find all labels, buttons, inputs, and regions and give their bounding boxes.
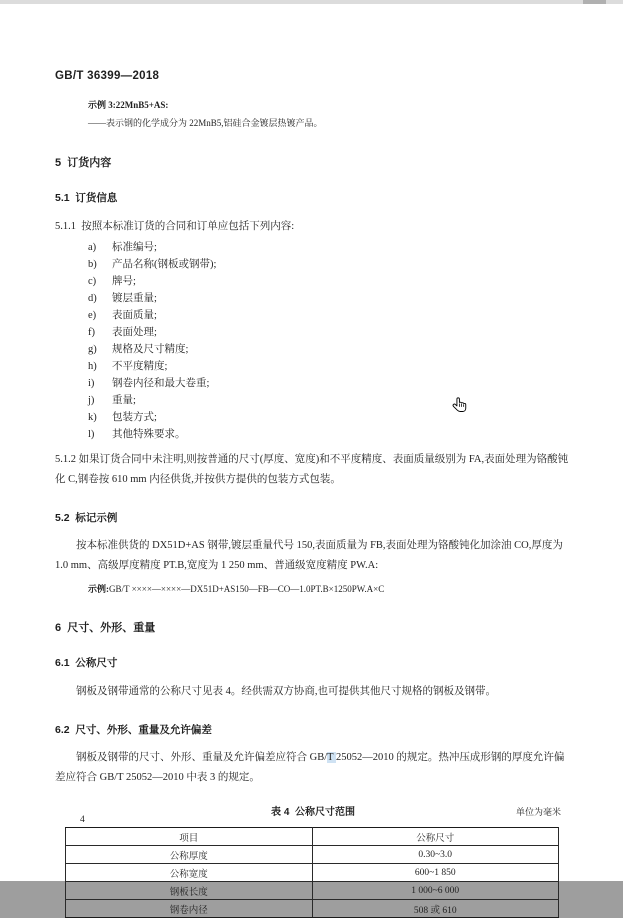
list-item [88,239,571,256]
table-cell-value: 1 000~6 000 [312,882,559,900]
list-item-text: 钢卷内径和最大卷重; [112,378,210,389]
table-row [66,864,559,882]
clause-5-2-paragraph: 按本标准供货的 DX51D+AS 钢带,镀层重量代号 150,表面质量为 FB,表面处理为铬酸钝化加涂油 CO,厚度为 1.0 mm、高级厚度精度 PT.B,宽度为 1 250 mm、普通级宽度精度 PW.A: [55,540,563,571]
clause-5-1-2: 5.1.2 如果订货合同中未注明,则按普通的尺寸(厚度、宽度)和不平度精度、表面质量级别为 FA,表面处理为铬酸钝化 C,钢卷按 610 mm 内径供货,并按供方提供的包装方式包装。 [55,454,569,485]
list-item [88,341,571,358]
list-item-text: 包装方式; [112,412,157,423]
list-item [88,256,571,273]
list-item [88,273,571,290]
list-item-letter: c) [88,276,97,287]
list-item-text: 其他特殊要求。 [112,429,186,440]
list-item [88,409,571,426]
list-item [88,392,571,409]
standard-number-header: GB/T 36399—2018 [55,70,160,82]
heading-6: 6 尺寸、外形、重量 [55,622,156,634]
table-row [66,900,559,918]
list-item-text: 产品名称(钢板或钢带); [112,259,217,270]
heading-6-1: 6.1 公称尺寸 [55,657,118,669]
list-item-letter: k) [88,412,97,423]
table-header-item: 项目 [66,828,313,846]
table-4-caption-row [55,803,571,819]
table-cell-value: 600~1 850 [312,864,559,882]
list-item-text: 不平度精度; [112,361,168,372]
example-code: GB/T ××××—××××—DX51D+AS150—FB—CO—1.0PT.B×1250PW.A×C [109,584,385,594]
viewer-top-strip [0,0,623,4]
list-item [88,307,571,324]
example-3-label: 示例 3:22MnB5+AS: [88,100,169,110]
list-item [88,375,571,392]
list-item-letter: h) [88,361,97,372]
table-cell-value: 0.30~3.0 [312,846,559,864]
list-item-letter: g) [88,344,97,355]
table-header-row [66,828,559,846]
heading-6-2: 6.2 尺寸、外形、重量及允许偏差 [55,724,212,736]
table-header-nominal-size: 公称尺寸 [312,828,559,846]
list-item-letter: j) [88,395,95,406]
table-4-unit-note: 单位为毫米 [515,807,561,817]
list-item [88,324,571,341]
list-item-text: 表面处理; [112,327,157,338]
list-item-letter: i) [88,378,95,389]
order-content-list [55,239,571,443]
clause-6-1-paragraph: 钢板及钢带通常的公称尺寸见表 4。经供需双方协商,也可提供其他尺寸规格的钢板及钢带。 [76,686,496,697]
list-item-text: 规格及尺寸精度; [112,344,189,355]
list-item [88,358,571,375]
table-cell-item: 钢板长度 [66,882,313,900]
list-item-text: 标准编号; [112,242,157,253]
table-4-nominal-size-range [65,827,559,918]
example-3-description: ——表示钢的化学成分为 22MnB5,铝硅合金镀层热镀产品。 [88,118,323,128]
table-row [66,846,559,864]
list-item-text: 镀层重量; [112,293,157,304]
example-3-block [88,96,571,132]
list-item-letter: d) [88,293,97,304]
table-row [66,882,559,900]
page-content [55,70,571,918]
text-selection-highlight: T [327,752,336,763]
table-cell-item: 钢卷内径 [66,900,313,918]
list-item-text: 表面质量; [112,310,157,321]
clause-6-2-text-before: 钢板及钢带的尺寸、外形、重量及允许偏差应符合 GB/ [76,752,328,763]
list-item-letter: l) [88,429,95,440]
heading-5-1: 5.1 订货信息 [55,192,118,204]
marking-example-line [88,581,571,597]
table-4-caption: 表 4 公称尺寸范围 [271,807,355,818]
list-item [88,426,571,443]
list-item-letter: f) [88,327,95,338]
table-cell-item: 公称宽度 [66,864,313,882]
list-item-letter: e) [88,310,97,321]
table-cell-item: 公称厚度 [66,846,313,864]
list-item-letter: b) [88,259,97,270]
list-item-letter: a) [88,242,97,253]
list-item [88,290,571,307]
clause-5-1-1: 5.1.1 按照本标准订货的合同和订单应包括下列内容: [55,221,295,232]
clause-6-2-text-after: 25052—2010 的规定。热冲压成形钢的厚度允许偏差应符合 GB/T 25052—2010 中表 3 的规定。 [55,752,565,783]
scrollbar-thumb[interactable] [583,0,606,4]
heading-5: 5 订货内容 [55,157,112,169]
table-cell-value: 508 或 610 [312,900,559,918]
hand-cursor-icon [450,395,470,417]
clause-6-2-paragraph [55,748,571,788]
heading-5-2: 5.2 标记示例 [55,512,118,524]
list-item-text: 牌号; [112,276,136,287]
list-item-text: 重量; [112,395,136,406]
page-number: 4 [80,815,85,825]
example-label: 示例: [88,584,109,594]
